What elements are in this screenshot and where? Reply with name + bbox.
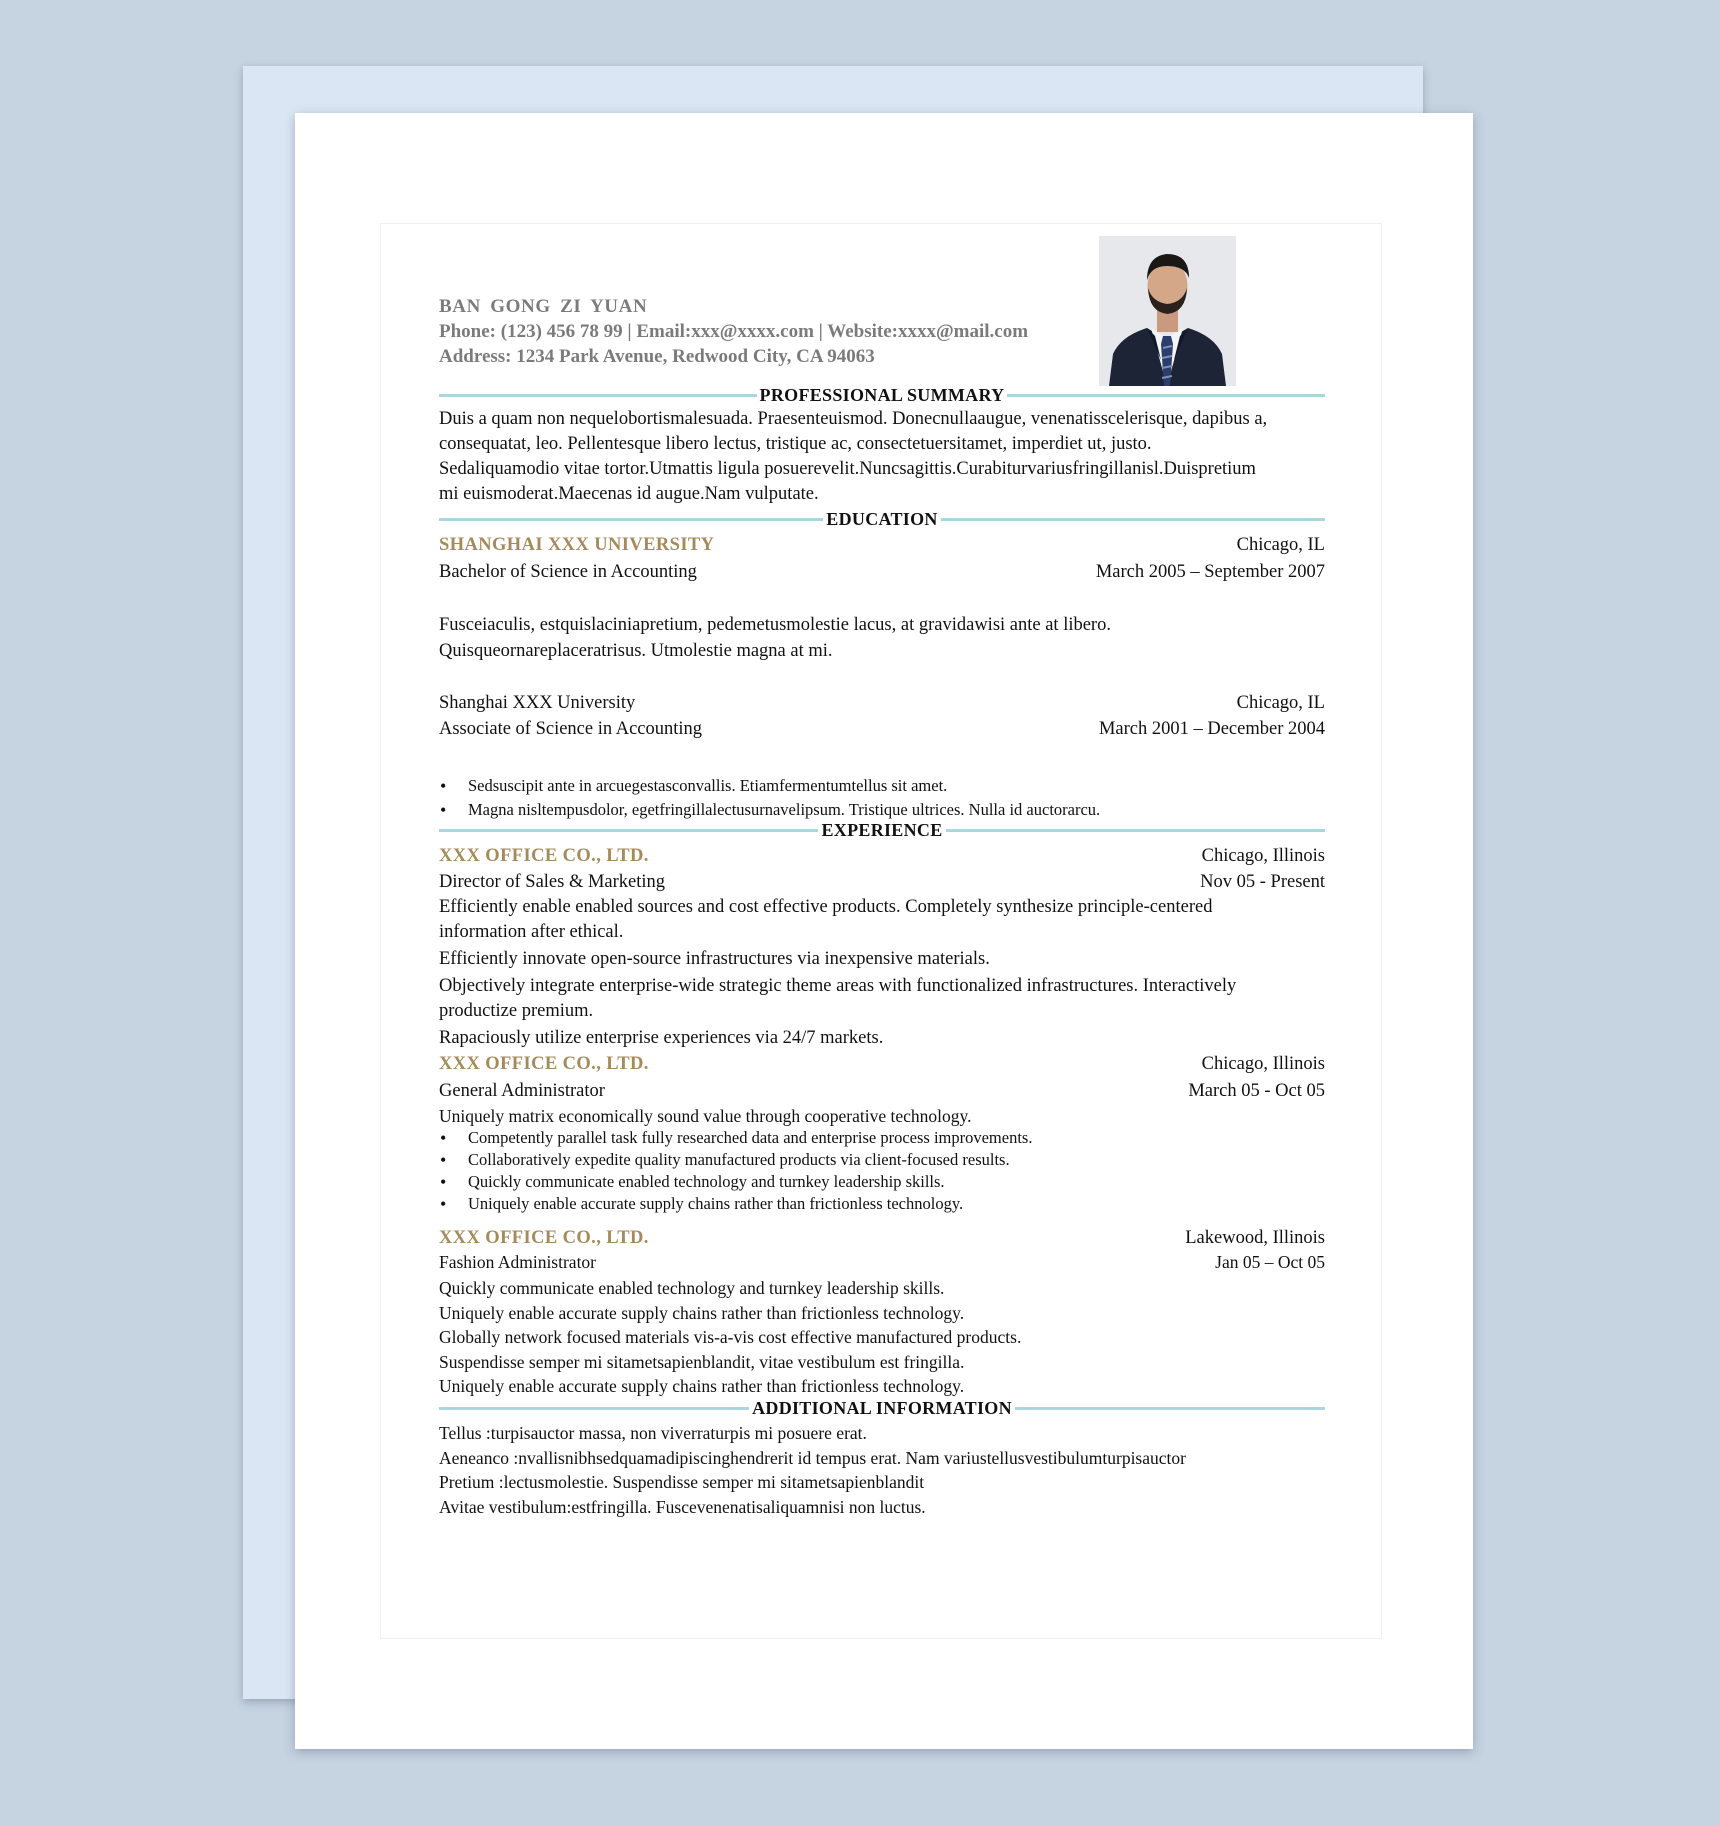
- list-item: • Sedsuscipit ante in arcuegestasconvallis. Etiamfermentumtellus sit amet.: [440, 776, 948, 796]
- section-title: ADDITIONAL INFORMATION: [749, 1398, 1015, 1418]
- job-location: Chicago, Illinois: [1201, 1054, 1325, 1074]
- degree: Associate of Science in Accounting: [439, 719, 703, 739]
- description-line: Objectively integrate enterprise-wide strategic theme areas with functionalized infrastructures. Interactively: [439, 976, 1237, 996]
- description-line: Suspendisse semper mi sitametsapienblandit, vitae vestibulum est fringilla.: [439, 1351, 965, 1372]
- education-section-heading: [439, 508, 1325, 530]
- job-dates: March 05 - Oct 05: [1188, 1081, 1325, 1101]
- bullet-icon: •: [440, 800, 447, 820]
- description-line: Quickly communicate enabled technology and turnkey leadership skills.: [439, 1278, 945, 1298]
- description-line: Globally network focused materials vis-a-vis cost effective manufactured products.: [439, 1327, 1022, 1347]
- additional-section-heading: [439, 1397, 1325, 1419]
- description-line: productize premium.: [439, 1001, 594, 1021]
- bullet-icon: •: [440, 1172, 447, 1192]
- school-location: Chicago, IL: [1236, 535, 1325, 555]
- description-line: Quisqueornareplaceratrisus. Utmolestie magna at mi.: [439, 641, 833, 661]
- school-location: Chicago, IL: [1236, 693, 1325, 713]
- list-item: • Collaboratively expedite quality manufactured products via client-focused results.: [440, 1150, 1010, 1170]
- list-item: • Magna nisltempusdolor, egetfringillalectusurnavelipsum. Tristique ultrices. Nulla id auctorarcu.: [440, 800, 1101, 820]
- list-item: • Quickly communicate enabled technology and turnkey leadership skills.: [440, 1172, 945, 1192]
- job-intro: Uniquely matrix economically sound value through cooperative technology.: [439, 1106, 972, 1126]
- company-name: XXX OFFICE CO., LTD.: [439, 1228, 649, 1248]
- address-line: Address: 1234 Park Avenue, Redwood City, CA 94063: [439, 346, 875, 367]
- experience-section-heading: [439, 819, 1325, 841]
- degree: Bachelor of Science in Accounting: [439, 562, 697, 582]
- school-name: Shanghai XXX University: [439, 693, 636, 713]
- job-location: Chicago, Illinois: [1201, 846, 1325, 866]
- info-line: Tellus :turpisauctor massa, non viverraturpis mi posuere erat.: [439, 1423, 867, 1443]
- job-title: Director of Sales & Marketing: [439, 872, 666, 892]
- section-title: EXPERIENCE: [818, 820, 945, 840]
- summary-text: [439, 407, 1325, 507]
- contact-line: Phone: (123) 456 78 99 | Email:xxx@xxxx.com | Website:xxxx@mail.com: [439, 321, 1029, 342]
- section-title: EDUCATION: [823, 509, 940, 529]
- job-location: Lakewood, Illinois: [1185, 1228, 1325, 1248]
- job-dates: Jan 05 – Oct 05: [1215, 1252, 1325, 1272]
- summary-line: Sedaliquamodio vitae tortor.Utmattis ligula posuerevelit.Nuncsagittis.Curabiturvariusfringillanisl.Duispretium: [439, 459, 1256, 479]
- list-item: • Uniquely enable accurate supply chains rather than frictionless technology.: [440, 1194, 964, 1214]
- job-bullets: [439, 1127, 1325, 1215]
- summary-line: consequatat, leo. Pellentesque libero lectus, tristique ac, consectetuersitamet, imperdiet ut, justo.: [439, 434, 1152, 454]
- bullet-icon: •: [440, 1194, 447, 1214]
- resume-page: [295, 113, 1473, 1749]
- bullet-icon: •: [440, 1150, 447, 1170]
- description-line: Fusceiaculis, estquislaciniapretium, pedemetusmolestie lacus, at gravidawisi ante at libero.: [439, 615, 1111, 635]
- degree-dates: March 2001 – December 2004: [1098, 719, 1325, 739]
- content-frame: [380, 223, 1382, 1639]
- summary-section-heading: [439, 384, 1325, 406]
- description-line: Efficiently innovate open-source infrastructures via inexpensive materials.: [439, 949, 990, 969]
- description-line: information after ethical.: [439, 922, 624, 942]
- bullet-icon: •: [440, 1128, 447, 1148]
- person-name: BAN GONG ZI YUAN: [439, 296, 648, 317]
- degree-dates: March 2005 – September 2007: [1095, 562, 1325, 582]
- job-description: [439, 1276, 1325, 1399]
- school-name: SHANGHAI XXX UNIVERSITY: [439, 535, 715, 555]
- job-description: [439, 895, 1325, 1051]
- info-line: Pretium :lectusmolestie. Suspendisse semper mi sitametsapienblandit: [439, 1472, 925, 1492]
- section-title: PROFESSIONAL SUMMARY: [757, 385, 1008, 405]
- additional-info: [439, 1421, 1325, 1519]
- education-description: [439, 612, 1325, 664]
- summary-line: mi euismoderat.Maecenas id augue.Nam vulputate.: [439, 484, 819, 504]
- company-name: XXX OFFICE CO., LTD.: [439, 1054, 649, 1074]
- job-title: Fashion Administrator: [439, 1252, 597, 1272]
- list-item: • Competently parallel task fully researched data and enterprise process improvements.: [440, 1128, 1033, 1148]
- bullet-icon: •: [440, 776, 447, 796]
- profile-photo: [1099, 236, 1236, 386]
- education-bullets: [439, 774, 1325, 822]
- info-line: Aeneanco :nvallisnibhsedquamadipiscinghendrerit id tempus erat. Nam variustellusvestibulumturpisauctor: [439, 1447, 1186, 1468]
- description-line: Uniquely enable accurate supply chains rather than frictionless technology.: [439, 1376, 965, 1396]
- job-dates: Nov 05 - Present: [1200, 872, 1325, 892]
- person-portrait-icon: [1099, 236, 1236, 386]
- job-title: General Administrator: [439, 1081, 605, 1101]
- description-line: Rapaciously utilize enterprise experiences via 24/7 markets.: [439, 1028, 884, 1048]
- company-name: XXX OFFICE CO., LTD.: [439, 846, 649, 866]
- summary-line: Duis a quam non nequelobortismalesuada. Praesenteuismod. Donecnullaaugue, venenatisscelerisque, dapibus a,: [439, 409, 1268, 429]
- description-line: Efficiently enable enabled sources and cost effective products. Completely synthesize principle-centered: [439, 897, 1213, 917]
- info-line: Avitae vestibulum:estfringilla. Fuscevenenatisaliquamnisi non luctus.: [439, 1496, 926, 1517]
- contact-header: [439, 294, 1028, 369]
- description-line: Uniquely enable accurate supply chains rather than frictionless technology.: [439, 1302, 965, 1323]
